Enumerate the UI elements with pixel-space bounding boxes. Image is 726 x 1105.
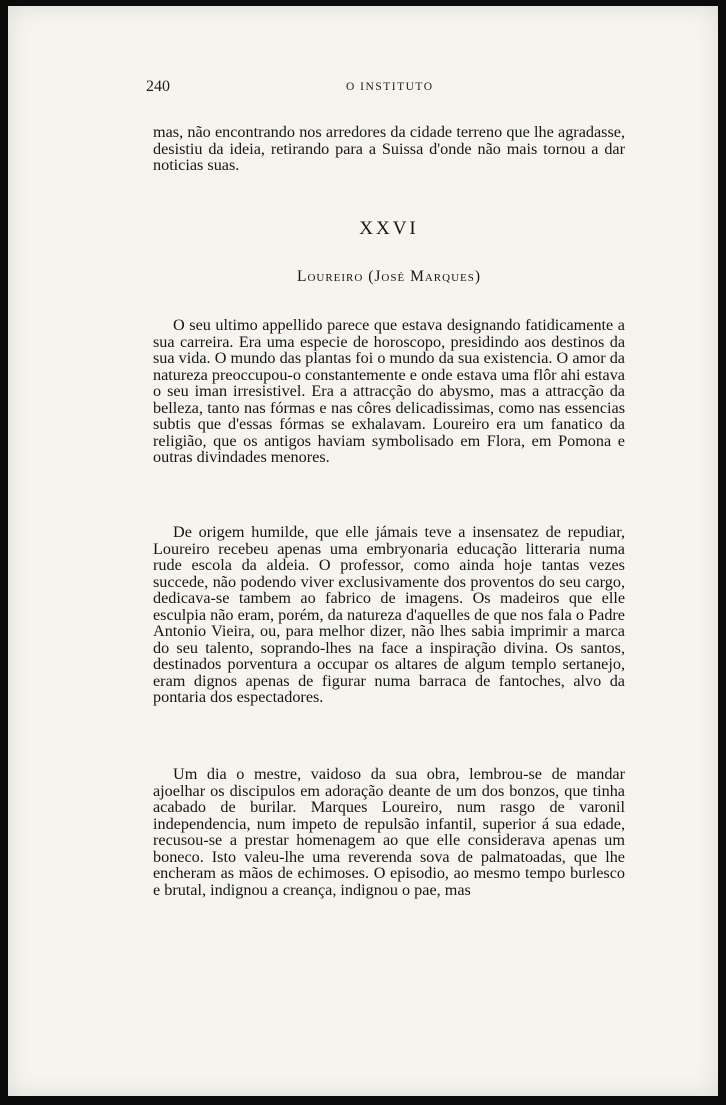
paragraph-1: O seu ultimo appellido parece que estava designando fatidicamente a sua carreira. Era uma especie de horoscopo, presidindo aos destinos da sua vida. O mundo das plantas foi o mundo da sua existencia. O amor da natureza preoccupou-o constantemente e onde estava uma flôr ahi estava o seu iman irresistivel. Era a attracção do abysmo, mas a attracção da belleza, tanto nas fórmas e nas côres delicadissimas, como nas essencias subtis que d'essas fórmas se exhalavam. Loureiro era um fanatico da religião, que os antigos haviam symbolisado em Flora, em Pomona e outras divindades menores. <box>153 316 625 466</box>
page-header <box>146 78 626 98</box>
paragraph-3: Um dia o mestre, vaidoso da sua obra, lembrou-se de mandar ajoelhar os discipulos em adoração deante de um dos bonzos, que tinha acabado de burilar. Marques Loureiro, num rasgo de varonil independencia, num impeto de repulsão infantil, superior á sua edade, recusou-se a prestar homenagem ao que elle considerava apenas um boneco. Isto valeu-lhe uma reverenda sova de palmatoadas, que lhe encheram as mãos de echimoses. O episodio, ao mesmo tempo burlesco e brutal, indignou a creança, indignou o pae, mas <box>153 765 625 899</box>
paragraph-2: De origem humilde, que elle jámais teve a insensatez de repudiar, Loureiro recebeu apenas uma embryonaria educação litteraria numa rude escola da aldeia. O professor, como ainda hoje tantas vezes succede, não podendo viver exclusivamente dos proventos do seu cargo, dedicava-se tambem ao fabrico de imagens. Os madeiros que elle esculpia não eram, porém, da natureza d'aquelles de que nos fala o Padre Antonio Vieira, ou, para melhor dizer, não lhes sabia imprimir a marca do seu talento, soprando-lhes na face a inspiração divina. Os santos, destinados porventura a occupar os altares de algum templo sertanejo, eram dignos apenas de figurar numa barraca de fantoches, alvo da pontaria dos espectadores. <box>153 523 625 706</box>
running-title: O INSTITUTO <box>346 81 434 93</box>
chapter-subtitle: Loureiro (José Marques) <box>296 268 482 285</box>
chapter-title: XXVI <box>359 218 419 239</box>
page-number: 240 <box>146 78 170 95</box>
intro-paragraph: mas, não encontrando nos arredores da cidade terreno que lhe agradasse, desistiu da ideia, retirando para a Suissa d'onde não mais tornou a dar noticias suas. <box>153 123 625 174</box>
